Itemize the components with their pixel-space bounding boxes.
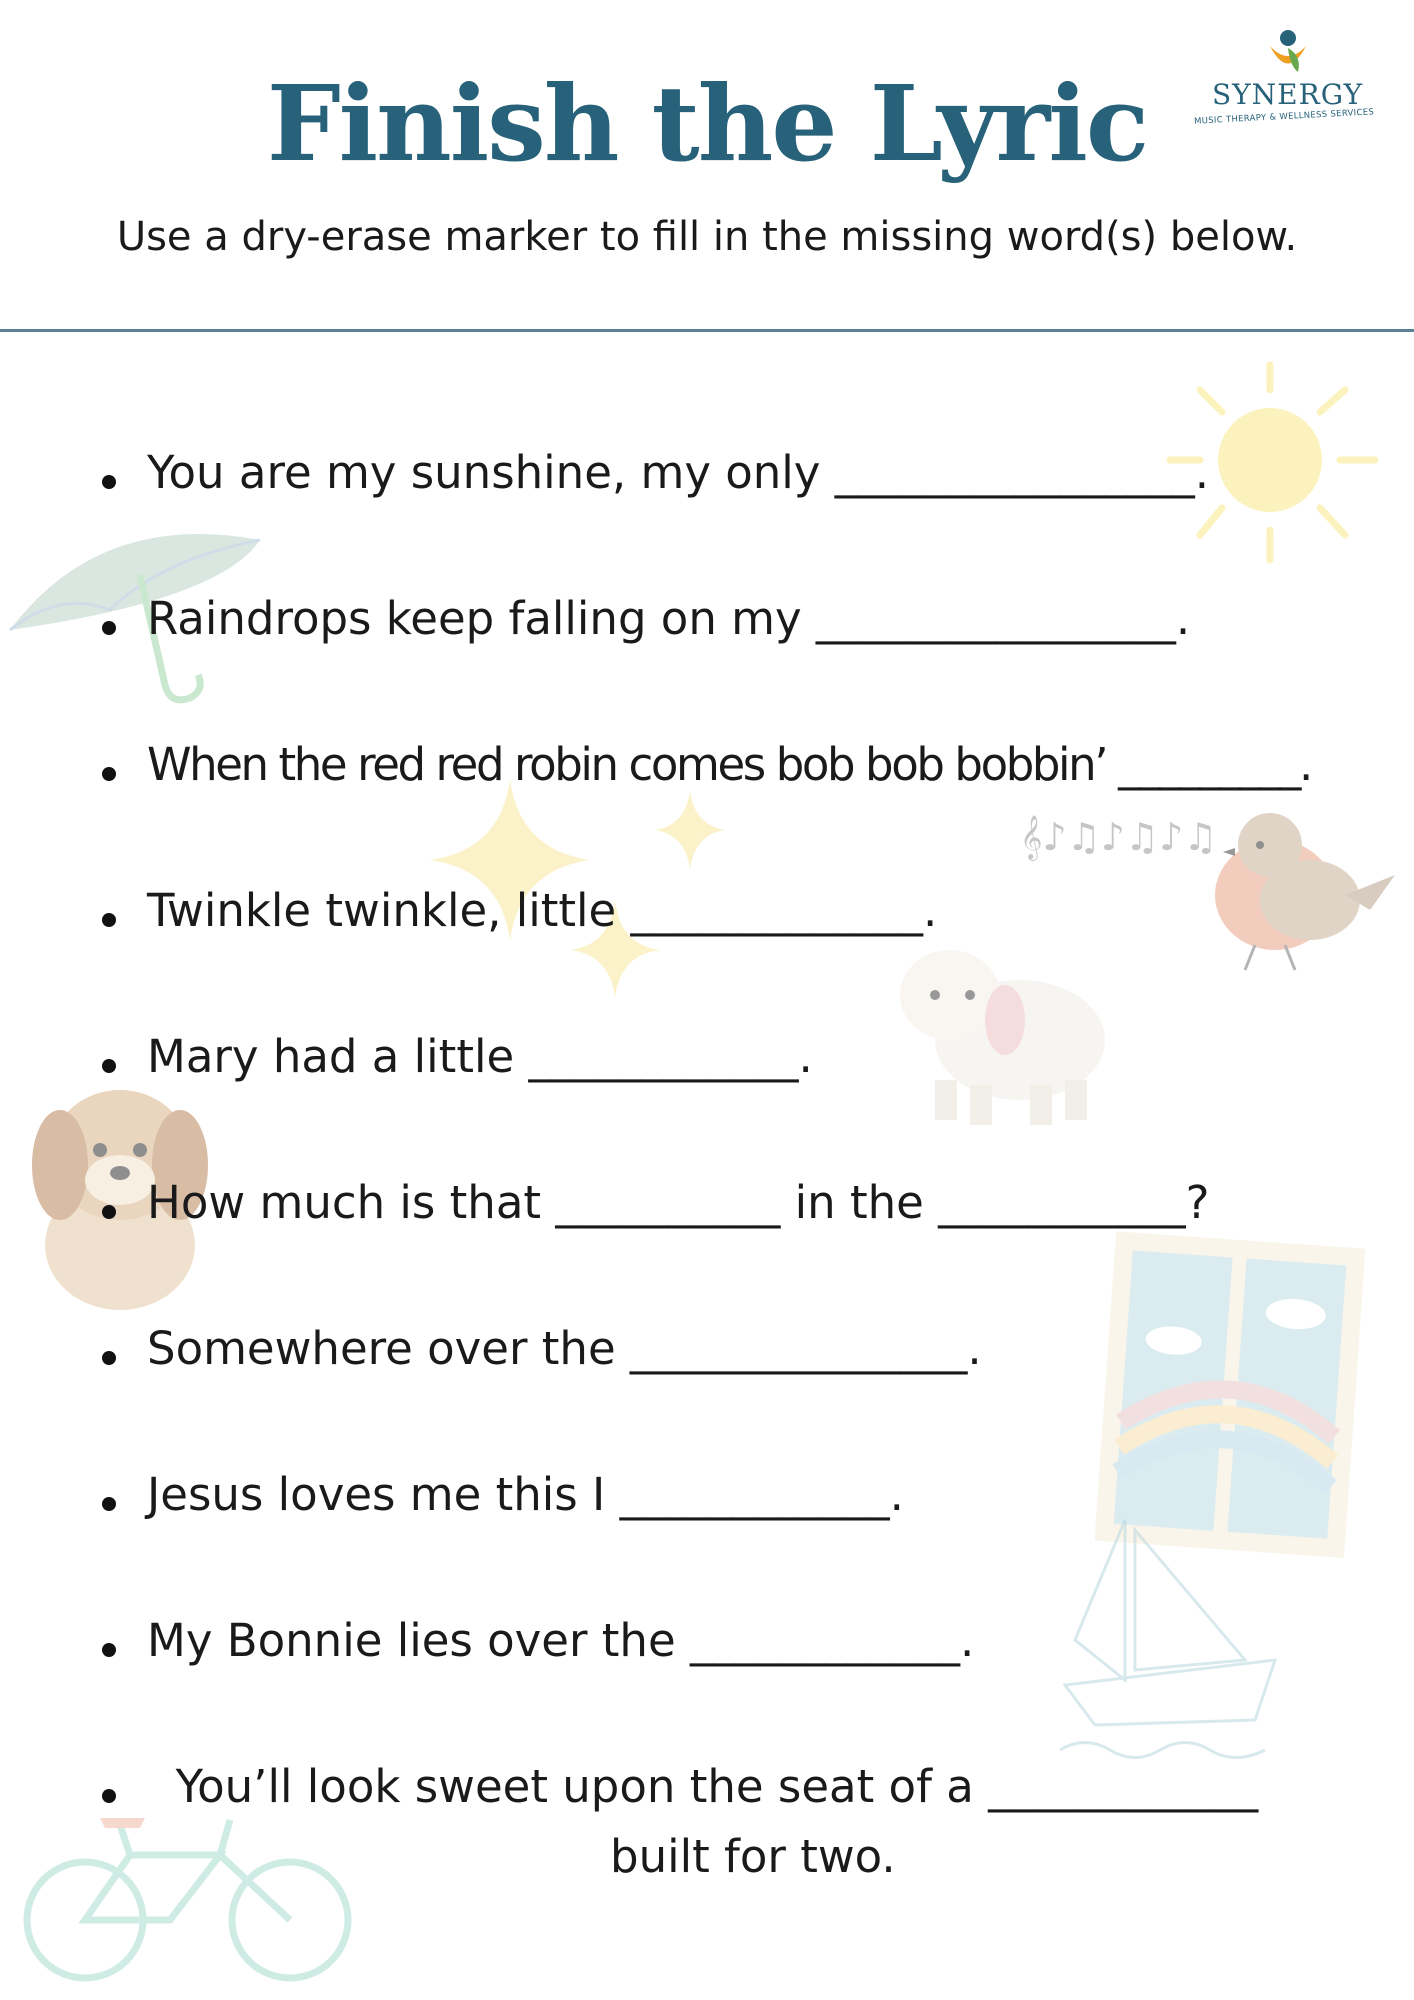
lyric-item[interactable] (95, 1760, 1258, 1813)
bicycle-icon (20, 1800, 360, 2000)
lyric-text: You’ll look sweet upon the seat of a ____________ (147, 1760, 1259, 1813)
lyric-text: How much is that __________ in the ___________? (147, 1176, 1210, 1229)
lyric-text: Mary had a little ____________. (147, 1030, 813, 1083)
lyric-item[interactable] (95, 1468, 904, 1521)
robin-icon (1195, 800, 1395, 980)
lyric-text: When the red red robin comes bob bob bobbin’ _________. (147, 738, 1311, 791)
lyric-item[interactable] (95, 1030, 813, 1083)
lyric-text: Somewhere over the _______________. (147, 1322, 982, 1375)
sailboat-icon (1055, 1510, 1295, 1770)
lyric-text: Jesus loves me this I ____________. (147, 1468, 904, 1521)
lamb-icon (880, 930, 1120, 1130)
page-title: Finish the Lyric (266, 62, 1148, 185)
lyric-item[interactable] (95, 1614, 974, 1667)
lyric-text: Twinkle twinkle, little _____________. (147, 884, 938, 937)
lyric-item[interactable] (95, 738, 1311, 791)
synergy-logo (1188, 26, 1388, 136)
lyric-text: Raindrops keep falling on my ________________. (147, 592, 1191, 645)
music-notes-icon (1020, 805, 1220, 865)
lyric-text: My Bonnie lies over the ____________. (147, 1614, 975, 1667)
svg-text:𝄞♪♫♪♫♪♫: 𝄞♪♫♪♫♪♫ (1020, 815, 1218, 859)
lyric-item[interactable] (95, 446, 1209, 499)
lyric-continuation: built for two. (610, 1830, 896, 1883)
lyric-item[interactable] (95, 592, 1190, 645)
logo-brand: SYNERGY (1212, 78, 1364, 111)
logo-figure-icon (1258, 26, 1318, 76)
page-subtitle: Use a dry-erase marker to fill in the missing word(s) below. (116, 214, 1298, 260)
lyric-item[interactable] (95, 1176, 1210, 1229)
lyric-text: You are my sunshine, my only ________________. (147, 446, 1210, 499)
header-divider (0, 329, 1414, 332)
lyric-item[interactable] (95, 1322, 982, 1375)
lyric-item[interactable] (95, 884, 937, 937)
logo-tagline: MUSIC THERAPY & WELLNESS SERVICES (1193, 107, 1375, 127)
